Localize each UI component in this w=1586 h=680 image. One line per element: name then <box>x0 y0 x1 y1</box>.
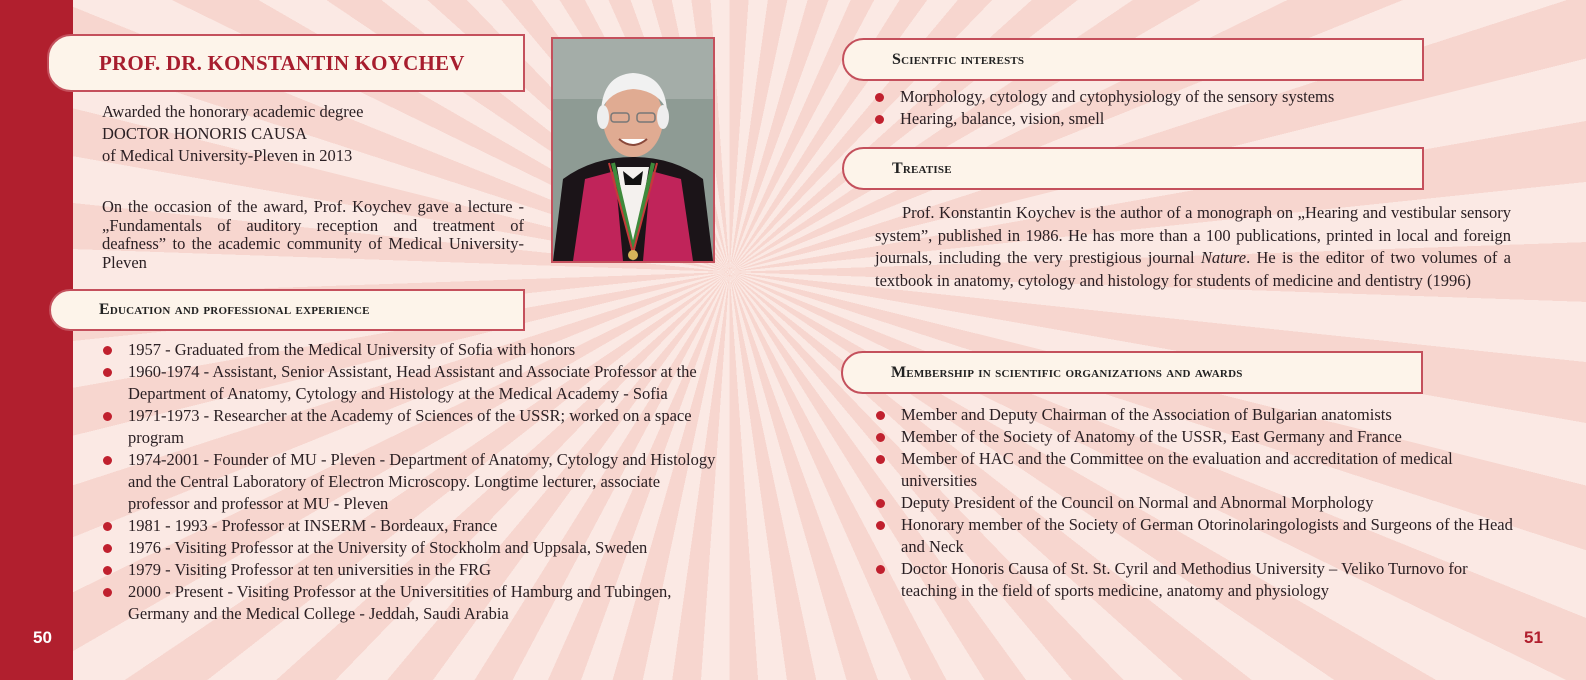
award-block <box>102 101 522 167</box>
award-line: DOCTOR HONORIS CAUSA <box>102 124 308 143</box>
left-sidebar-bar <box>0 0 73 680</box>
award-line: of Medical University-Pleven in 2013 <box>102 146 353 165</box>
list-item: Deputy President of the Council on Normal and Abnormal Morphology <box>876 492 1516 514</box>
membership-title: Membership in scientific organizations and awards <box>891 363 1243 381</box>
name-banner <box>47 34 525 92</box>
list-item: 1981 - 1993 - Professor at INSERM - Bordeaux, France <box>103 515 723 537</box>
page-number-left: 50 <box>33 628 52 647</box>
list-item: 2000 - Present - Visiting Professor at the Universitities of Hamburg and Tubingen, Germany and the Medical College - Jeddah, Saudi Arabia <box>103 581 723 625</box>
membership-list <box>876 404 1516 602</box>
lecture-paragraph: On the occasion of the award, Prof. Koychev gave a lecture - „Fundamentals of auditory reception and treatment of deafness” to the academic community of Medical University- Pleven <box>102 197 524 272</box>
membership-banner <box>841 351 1423 394</box>
treatise-paragraph <box>875 202 1511 292</box>
education-list <box>103 339 723 625</box>
portrait-image <box>553 39 713 261</box>
list-item: 1957 - Graduated from the Medical University of Sofia with honors <box>103 339 723 361</box>
education-banner <box>49 289 525 331</box>
portrait-photo <box>551 37 715 263</box>
list-item: 1960-1974 - Assistant, Senior Assistant, Head Assistant and Associate Professor at the Department of Anatomy, Cytology and Histology at the Medical Academy - Sofia <box>103 361 723 405</box>
list-item: 1979 - Visiting Professor at ten universities in the FRG <box>103 559 723 581</box>
interests-title: Scientfic interests <box>892 50 1025 68</box>
page-number-right: 51 <box>1524 628 1543 647</box>
list-item: Member of the Society of Anatomy of the USSR, East Germany and France <box>876 426 1516 448</box>
list-item: Member of HAC and the Committee on the evaluation and accreditation of medical universities <box>876 448 1516 492</box>
interests-list <box>875 86 1515 130</box>
list-item: Morphology, cytology and cytophysiology of the sensory systems <box>875 86 1515 108</box>
treatise-text-start: Prof. Konstantin Koychev is the author of a monograph on „Hearing and vestibular sensory system”, published in 1986. He has more than a 100 publications, printed in local and foreign journals, including the very prestigious journal <box>875 203 1511 267</box>
person-name: PROF. DR. KONSTANTIN KOYCHEV <box>99 50 465 75</box>
list-item: 1974-2001 - Founder of MU - Pleven - Department of Anatomy, Cytology and Histology and the Central Laboratory of Electron Microscopy. Longtime lecturer, associate professor and professor at MU - Pleven <box>103 449 723 515</box>
treatise-text-end: . He is the editor of two volumes of a textbook in anatomy, cytology and histology for students of medicine and dentistry (1996) <box>875 248 1512 290</box>
journal-name: Nature <box>1200 248 1247 267</box>
interests-banner <box>842 38 1424 81</box>
list-item: Honorary member of the Society of German Otorinolaringologists and Surgeons of the Head and Neck <box>876 514 1516 558</box>
treatise-title: Treatise <box>892 159 952 177</box>
list-item: Doctor Honoris Causa of St. St. Cyril and Methodius University – Veliko Turnovo for teaching in the field of sports medicine, anatomy and physiology <box>876 558 1516 602</box>
list-item: Member and Deputy Chairman of the Association of Bulgarian anatomists <box>876 404 1516 426</box>
treatise-banner <box>842 147 1424 190</box>
list-item: 1971-1973 - Researcher at the Academy of Sciences of the USSR; worked on a space program <box>103 405 723 449</box>
list-item: Hearing, balance, vision, smell <box>875 108 1515 130</box>
education-title: Education and professional experience <box>99 301 370 318</box>
list-item: 1976 - Visiting Professor at the University of Stockholm and Uppsala, Sweden <box>103 537 723 559</box>
award-line: Awarded the honorary academic degree <box>102 102 364 121</box>
